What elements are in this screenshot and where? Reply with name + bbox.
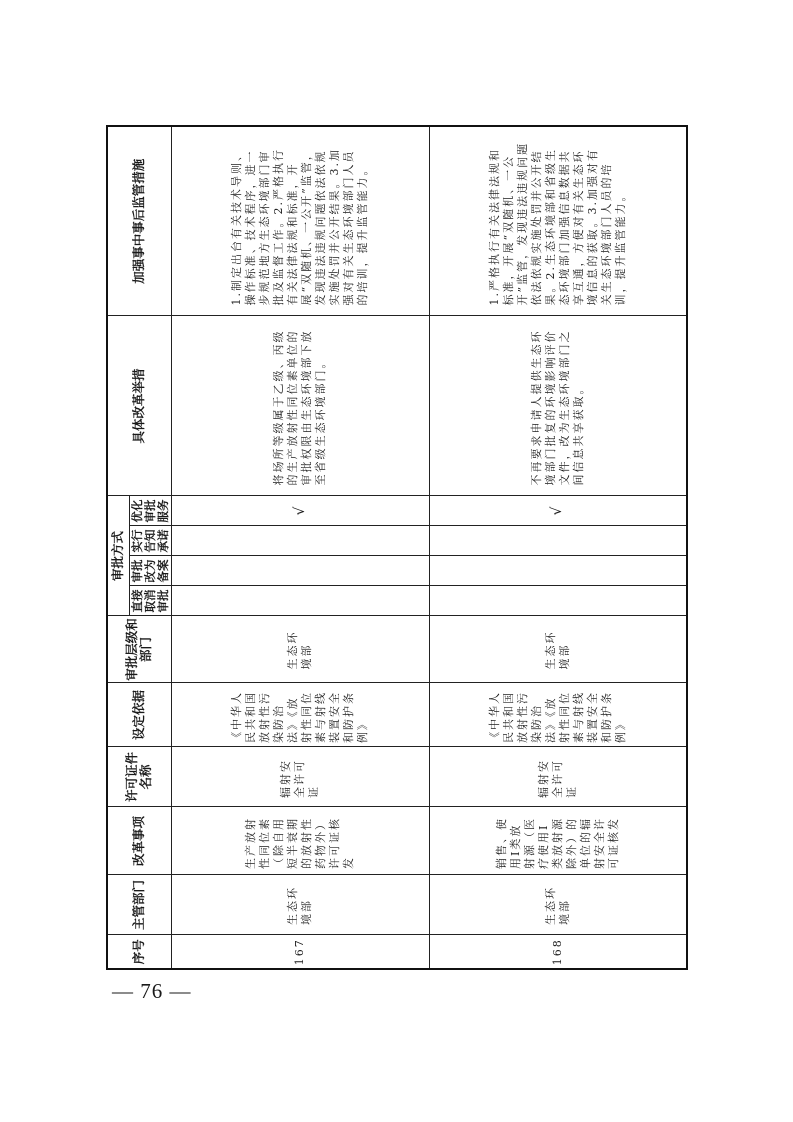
cell-m4 [429,496,687,526]
cell-m2 [429,556,687,586]
row-item: 生产放射性同位素（除自用短半衰期的放射性药物外）许可证核发 [244,817,355,869]
cell-m4 [171,496,429,526]
row-permit: 辐射安全许可证 [279,759,320,798]
cell-measures [171,316,429,496]
reform-items-table [106,125,688,970]
cell-m3 [171,526,429,556]
cell-supervision [171,126,429,316]
page-number: — 76 — [112,979,192,1003]
cell-m1 [429,586,687,616]
cell-basis [171,683,429,747]
row-supervision: 1.严格执行有关法律法规和标准，开展“双随机、一公开”监管，发现违法违规问题依法依规实施处罚并公开结果。2.生态环境部和省级生态环境部门加强信息数据共享互通，方便对有关生态环境信息的获取。3.加强对有关生态环境部门人员的培训，提升监管能力。 [487,141,627,306]
header-method-optimize: 优化审批服务 [129,496,171,526]
cell-level [171,616,429,683]
row-basis: 《中华人民共和国放射性污染防治法》《放射性同位素与射线装置安全和防护条例》 [487,691,627,743]
row-permit: 辐射安全许可证 [536,759,578,798]
check-icon: √ [549,506,566,516]
header-dept: 主管部门 [107,875,171,935]
header-method-cancel: 直接取消审批 [129,586,171,616]
table-row [171,126,429,969]
row-dept: 生态环境部 [543,886,571,925]
table-row [429,126,687,969]
row-seq: 167 [293,938,306,966]
cell-m1 [171,586,429,616]
header-measures: 具体改革举措 [107,316,171,496]
row-dept: 生态环境部 [286,886,313,925]
header-supervision: 加强事中事后监管措施 [107,126,171,316]
cell-supervision [429,126,687,316]
cell-m3 [429,526,687,556]
row-basis: 《中华人民共和国放射性污染防治法》《放射性同位素与射线装置安全和防护条例》 [230,691,369,743]
header-method-commitment: 实行告知承诺 [129,526,171,556]
header-level: 审批层级和部门 [107,616,171,683]
rotated-table-container [106,127,686,970]
row-level: 生态环境部 [286,630,313,670]
row-measures: 将场所等级属于乙级、丙级的生产放射性同位素单位的审批权限由生态环境部下放至省级生态环境部门。 [272,329,327,486]
header-permit: 许可证件名称 [107,747,171,807]
cell-m2 [171,556,429,586]
row-item: 销售、使用Ⅰ类放射源（医疗使用Ⅰ类放射源除外）的单位的辐射安全许可证核发 [494,817,620,869]
row-supervision: 1.制定出台有关技术导则、操作标准、技术程序，进一步规范地方生态环境部门审批及监督工作。2.严格执行有关法律法规和标准，开展“双随机、一公开”监管，发现违法违规问题依法依规实施处罚并公开结果。3.加强对有关生态环境部门人员的培训，提升监管能力。 [230,147,369,306]
row-measures: 不再要求申请人提供生态环境部门批复的环境影响评价文件，改为生态环境部门之间信息共享获取。 [529,329,585,486]
cell-permit [171,747,429,807]
header-method-filing: 审批改为备案 [129,556,171,586]
cell-permit [429,747,687,807]
row-seq: 168 [550,938,564,966]
cell-basis [429,683,687,747]
cell-dept [429,875,687,935]
cell-measures [429,316,687,496]
cell-item [429,807,687,875]
check-icon: √ [291,506,308,516]
row-level: 生态环境部 [543,630,571,670]
header-item: 改革事项 [107,807,171,875]
cell-item [171,807,429,875]
cell-seq [429,935,687,969]
header-seq: 序号 [107,935,171,969]
cell-level [429,616,687,683]
header-method-group: 审批方式 [107,496,129,616]
cell-seq [171,935,429,969]
header-basis: 设定依据 [107,683,171,747]
cell-dept [171,875,429,935]
